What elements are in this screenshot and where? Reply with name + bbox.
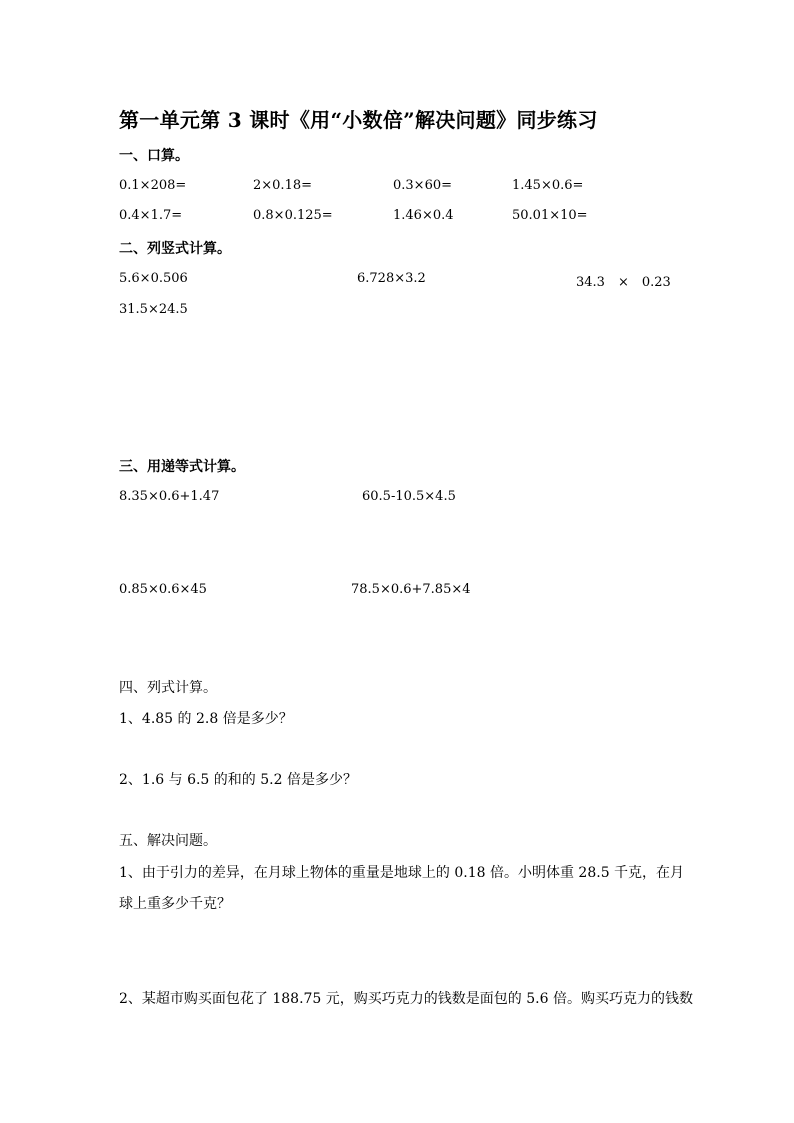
oral-calc-item: 0.3×60=: [393, 178, 453, 193]
formula-question: 1、4.85 的 2.8 倍是多少？: [119, 711, 293, 727]
vertical-calc-item: 34.3 × 0.23: [576, 275, 671, 290]
vertical-calc-item: 6.728×3.2: [357, 271, 426, 286]
oral-calc-item: 0.4×1.7=: [119, 208, 183, 223]
vertical-calc-item: 31.5×24.5: [119, 302, 188, 317]
section-4-heading: 四、列式计算。: [119, 680, 217, 696]
oral-calc-item: 0.8×0.125=: [253, 208, 333, 223]
word-problem-line: 2、某超市购买面包花了 188.75 元，购买巧克力的钱数是面包的 5.6 倍。购买巧克力的钱数: [119, 991, 693, 1007]
oral-calc-item: 1.45×0.6=: [512, 178, 584, 193]
stepwise-calc-item: 60.5-10.5×4.5: [362, 489, 456, 504]
oral-calc-item: 50.01×10=: [512, 208, 588, 223]
page-title: 第一单元第 3 课时《用“小数倍”解决问题》同步练习: [119, 108, 598, 132]
oral-calc-item: 2×0.18=: [253, 178, 313, 193]
word-problem-line: 球上重多少千克？: [119, 896, 231, 912]
oral-calc-item: 0.1×208=: [119, 178, 187, 193]
section-1-heading: 一、口算。: [119, 148, 189, 164]
stepwise-calc-item: 8.35×0.6+1.47: [119, 489, 220, 504]
vertical-calc-item: 5.6×0.506: [119, 271, 188, 286]
section-5-heading: 五、解决问题。: [119, 833, 217, 849]
stepwise-calc-item: 0.85×0.6×45: [119, 582, 207, 597]
oral-calc-item: 1.46×0.4: [393, 208, 454, 223]
formula-question: 2、1.6 与 6.5 的和的 5.2 倍是多少？: [119, 772, 357, 788]
stepwise-calc-item: 78.5×0.6+7.85×4: [351, 582, 471, 597]
word-problem-line: 1、由于引力的差异，在月球上物体的重量是地球上的 0.18 倍。小明体重 28.5 千克，在月: [119, 865, 685, 881]
section-3-heading: 三、用递等式计算。: [119, 459, 245, 475]
section-2-heading: 二、列竖式计算。: [119, 241, 231, 257]
